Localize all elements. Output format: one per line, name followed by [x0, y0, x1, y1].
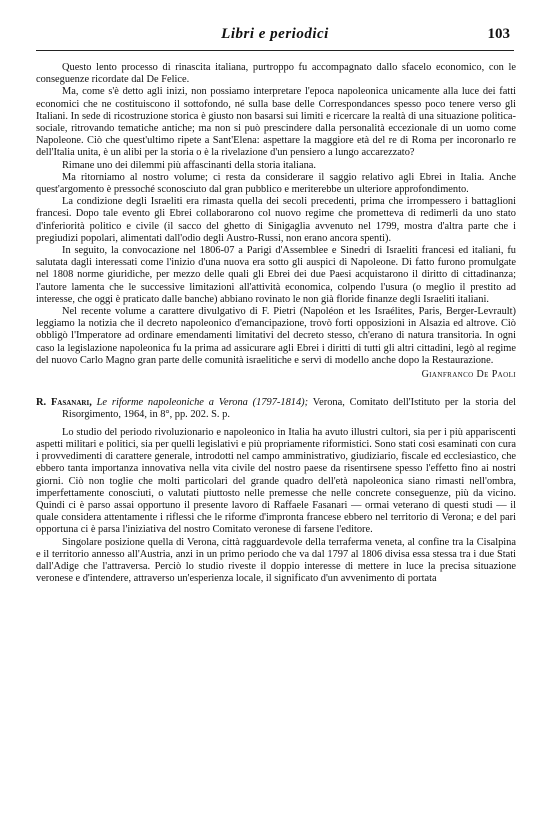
author-signature: Gianfranco De Paoli — [421, 369, 516, 381]
paragraph: La condizione degli Israeliti era rimasta quella dei secoli precedenti, prima che irrompessero i battaglioni francesi. Dopo tale evento gli Ebrei collaborarono col nuovo regime che prometteva di redimerli da uno stato d'inferiorità politico e civile (il sacco del ghetto di Sinigaglia avvenuto nel 1799, mostra d'altra parte che i pregiudizi popolari, alimentati dall'odio degli Austro-Russi, non erano ancora spenti). — [36, 196, 516, 244]
paragraph: Lo studio del periodo rivoluzionario e napoleonico in Italia ha avuto illustri cultori, sia per i più appariscenti aspetti militari e politici, sia per quelli legislativi e più propriamente riformistici. Sono stati così esaminati con cura i provvedimenti di carattere generale, introdotti nel campo amministrativo, giudiziario, fiscale ed ecclesiastico, che ebbero tanta importanza innovativa nella vita civile del nostro paese da risentirsene spesso l'effetto fino ai nostri giorni. Ciò non toglie che molti particolari del grande quadro dell'età napoleonica siano rimasti nell'ombra, imperfettamente conosciuti, o valutati piuttosto nelle premesse che nelle concrete conseguenze, più da vicino. Quindi ci è parso assai opportuno il presente lavoro di Raffaele Fasanari — ormai veterano di questi studi — il quale considera attentamente i riflessi che le riforme d'impronta francese ebbero nel territorio di Verona; e del pari opportuna ci è parsa l'iniziativa del nostro Comitato veronese di farsene l'editore. — [36, 426, 516, 536]
review-author: R. Fasanari, — [36, 397, 92, 409]
article-fasanari-review — [36, 397, 516, 585]
paragraph: Questo lento processo di rinascita italiana, purtroppo fu accompagnato dallo sfacelo economico, con le conseguenze ricordate dal De Felice. — [36, 62, 516, 86]
page-number: 103 — [487, 26, 510, 42]
running-header — [36, 26, 514, 50]
review-text — [36, 427, 516, 586]
review-book-title: Le riforme napoleoniche a Verona (1797-1814); — [96, 397, 309, 409]
header-rule — [36, 50, 514, 51]
review-publication-info: Verona, Comitato dell'Istituto per la storia del Risorgimento, 1964, in 8°, pp. 202. S. p. — [62, 397, 516, 421]
paragraph: Ma, come s'è detto agli inizi, non possiamo interpretare l'epoca napoleonica unicamente alla luce dei fatti economici che ne costituiscono il sottofondo, né sulla base delle Correspondances spesso poco tenere verso gli Italiani. In sede di ricostruzione storica è giusto non basarsi sui limiti e ricercare la realtà di una situazione politica-sociale, ritrovando tematiche antiche; ma non si può prescindere dalla personalità eccezionale di un uomo come Napoleone. Ciò che quest'ultimo ripete a Sant'Elena: aspettare la maggiore età del re di Roma per incoronarlo re dell'Italia unita, è un alibi per la storia o è la rivelazione d'un pensiero a lungo accarezzato? — [36, 86, 516, 159]
page-body — [36, 62, 516, 585]
paragraph: Singolare posizione quella di Verona, città ragguardevole della terraferma veneta, al confine tra la Cisalpina e il territorio annesso all'Austria, anzi in un primo periodo che va dal 1797 al 1806 divisa essa stessa tra i due Stati dall'Adige che l'attraversa. Perciò lo studio riveste il doppio interesse di mettere in luce la precisa situazione veronese e d'intendere, attraverso un'esperienza locale, il significato d'un avvenimento di portata — [36, 536, 516, 585]
review-heading — [36, 397, 516, 421]
running-title: Libri e periodici — [221, 26, 329, 42]
paragraph: Nel recente volume a carattere divulgativo di F. Pietri (Napoléon et les Israélites, Paris, Berger-Levrault) leggiamo la notizia che il decreto napoleonico d'emancipazione, trovò forti opposizioni in Alsazia ed altrove. Ciò obbligò l'Imperatore ad ordinare emendamenti limitativi del decreto stesso, ch'erano di natura transitoria. In ogni caso la legislazione napoleonica fu la prima ad assicurare agli Ebrei i diritti di tutti gli altri cittadini, legò al regime del nuovo Carlo Magno gran parte delle comunità israelitiche e servì di modello anche dopo la Restaurazione. — [36, 306, 516, 366]
paragraph: Rimane uno dei dilemmi più affascinanti della storia italiana. — [62, 159, 317, 171]
paragraph: In seguito, la convocazione nel 1806-07 a Parigi d'Assemblee e Sinedri di Israeliti francesi ed italiani, fu salutata dagli interessati come l'inizio d'una nuova era sotto gli auspici di Napoleone. Di fatto furono promulgate nel 1808 norme giuridiche, per mezzo delle quali gli Ebrei dei due Paesi acquistarono il diritto di cittadinanza; l'autore lamenta che le successive limitazioni all'attività economica, colpendo l'usura (o meglio il prestito ad interesse, che oggi è praticato dalle banche) abbiano rovinato le non già floride finanze degli Israeliti italiani. — [36, 245, 516, 305]
paragraph: Ma ritorniamo al nostro volume; ci resta da considerare il saggio relativo agli Ebrei in Italia. Anche quest'argomento è pressoché sconosciuto dal gran pubblico e meriterebbe un ulteriore approfondimento. — [36, 171, 516, 196]
article-de-felice-review — [36, 62, 516, 381]
